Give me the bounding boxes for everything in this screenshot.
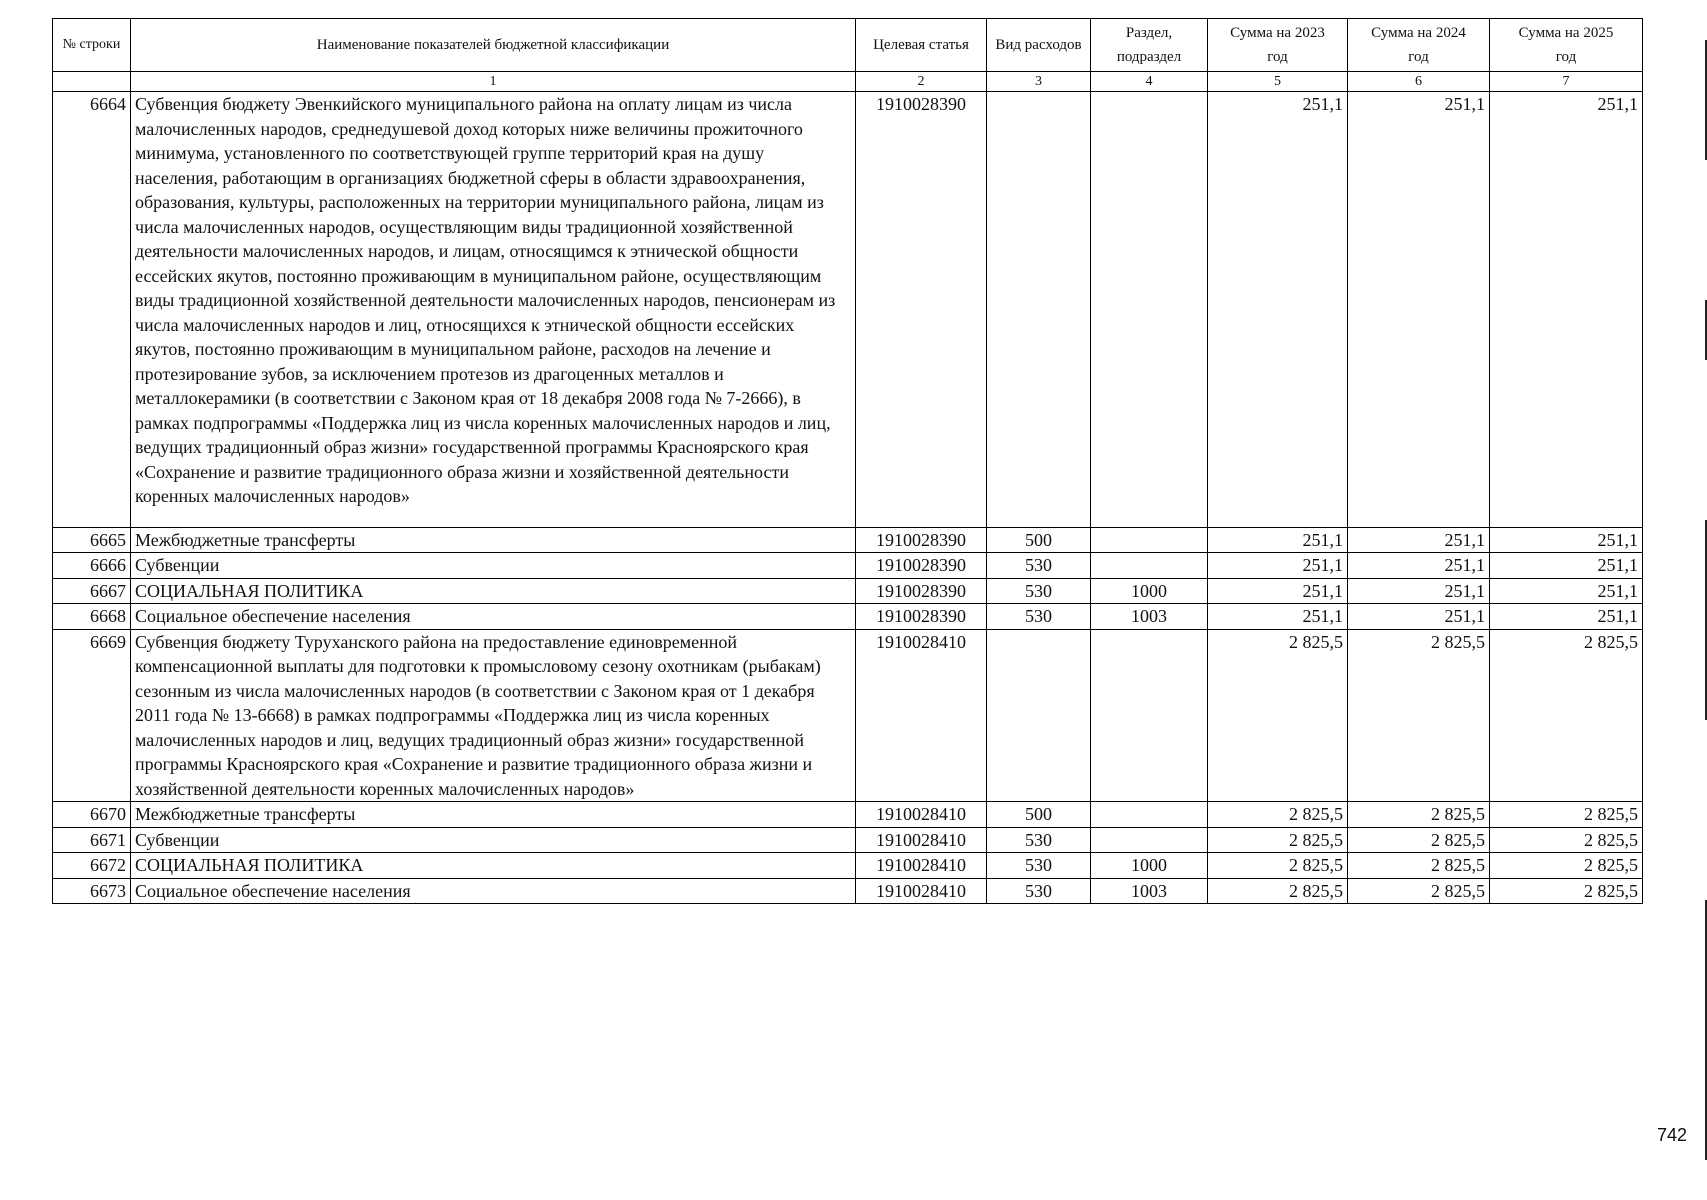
table-row	[53, 802, 1643, 828]
row-number: 6670	[53, 802, 131, 828]
row-name: Социальное обеспечение населения	[131, 878, 856, 904]
row-number: 6672	[53, 853, 131, 879]
row-sum-2024: 2 825,5	[1348, 853, 1490, 879]
column-number: 1	[131, 72, 856, 92]
row-sum-2023: 2 825,5	[1208, 629, 1348, 802]
row-sum-2024: 2 825,5	[1348, 629, 1490, 802]
column-number	[53, 72, 131, 92]
row-name: Субвенции	[131, 827, 856, 853]
row-sum-2025: 2 825,5	[1490, 878, 1643, 904]
column-number-row	[53, 72, 1643, 92]
table-row	[53, 827, 1643, 853]
row-expense-type: 530	[987, 878, 1091, 904]
row-sum-2024: 2 825,5	[1348, 802, 1490, 828]
row-target: 1910028410	[856, 827, 987, 853]
row-target: 1910028390	[856, 553, 987, 579]
row-target: 1910028390	[856, 527, 987, 553]
row-sum-2025: 251,1	[1490, 578, 1643, 604]
row-target: 1910028390	[856, 92, 987, 528]
table-row	[53, 578, 1643, 604]
row-expense-type: 530	[987, 578, 1091, 604]
row-sum-2023: 2 825,5	[1208, 853, 1348, 879]
row-number: 6664	[53, 92, 131, 528]
budget-table	[52, 18, 1643, 904]
row-sum-2025: 2 825,5	[1490, 827, 1643, 853]
row-expense-type: 530	[987, 604, 1091, 630]
row-name: Субвенция бюджету Эвенкийского муниципального района на оплату лицам из числа малочисленных народов, среднедушевой доход которых ниже величины прожиточного минимума, установленного по соответствующей группе территорий края на душу населения, работающим в организациях бюджетной сферы в области здравоохранения, образования, культуры, расположенных на территории муниципального района, лицам из числа малочисленных народов, осуществляющим виды традиционной хозяйственной деятельности малочисленных народов, и лицам, относящимся к этнической общности ессейских якутов, постоянно проживающим в муниципальном районе, осуществляющим виды традиционной хозяйственной деятельности малочисленных народов, пенсионерам из числа малочисленных народов и лиц, относящихся к этнической общности ессейских якутов, постоянно проживающим в муниципальном районе, расходов на лечение и протезирование зубов, за исключением протезов из драгоценных металлов и металлокерамики (в соответствии с Законом края от 18 декабря 2008 года № 7-2666), в рамках подпрограммы «Поддержка лиц из числа коренных малочисленных народов и лиц, ведущих традиционный образ жизни» государственной программы Красноярского края «Сохранение и развитие традиционного образа жизни и хозяйственной деятельности коренных малочисленных народов»	[131, 92, 856, 528]
row-section	[1091, 827, 1208, 853]
row-name: Субвенции	[131, 553, 856, 579]
row-sum-2025: 2 825,5	[1490, 802, 1643, 828]
row-number: 6673	[53, 878, 131, 904]
row-section: 1000	[1091, 853, 1208, 879]
row-expense-type: 500	[987, 527, 1091, 553]
header-row-no: № строки	[53, 19, 131, 72]
table-row	[53, 878, 1643, 904]
row-target: 1910028410	[856, 802, 987, 828]
row-sum-2024: 2 825,5	[1348, 878, 1490, 904]
row-expense-type	[987, 92, 1091, 528]
row-sum-2025: 251,1	[1490, 527, 1643, 553]
row-sum-2025: 251,1	[1490, 604, 1643, 630]
row-sum-2023: 251,1	[1208, 527, 1348, 553]
column-number: 4	[1091, 72, 1208, 92]
row-name: СОЦИАЛЬНАЯ ПОЛИТИКА	[131, 578, 856, 604]
column-number: 3	[987, 72, 1091, 92]
row-sum-2024: 251,1	[1348, 92, 1490, 528]
row-sum-2023: 2 825,5	[1208, 802, 1348, 828]
row-sum-2023: 2 825,5	[1208, 878, 1348, 904]
table-row	[53, 629, 1643, 802]
header-sum-2023: Сумма на 2023 год	[1208, 19, 1348, 72]
row-section: 1003	[1091, 604, 1208, 630]
row-expense-type: 530	[987, 827, 1091, 853]
row-sum-2024: 251,1	[1348, 578, 1490, 604]
row-name: СОЦИАЛЬНАЯ ПОЛИТИКА	[131, 853, 856, 879]
row-section	[1091, 629, 1208, 802]
row-section: 1000	[1091, 578, 1208, 604]
row-target: 1910028390	[856, 578, 987, 604]
row-name: Межбюджетные трансферты	[131, 527, 856, 553]
row-sum-2023: 251,1	[1208, 578, 1348, 604]
row-name: Субвенция бюджету Туруханского района на предоставление единовременной компенсационной выплаты для подготовки к промысловому сезону охотникам (рыбакам) сезонным из числа малочисленных народов (в соответствии с Законом края от 1 декабря 2011 года № 13-6668) в рамках подпрограммы «Поддержка лиц из числа коренных малочисленных народов и лиц, ведущих традиционный образ жизни» государственной программы Красноярского края «Сохранение и развитие традиционного образа жизни и хозяйственной деятельности коренных малочисленных народов»	[131, 629, 856, 802]
row-expense-type: 530	[987, 553, 1091, 579]
row-number: 6669	[53, 629, 131, 802]
row-section	[1091, 527, 1208, 553]
row-number: 6671	[53, 827, 131, 853]
column-number: 7	[1490, 72, 1643, 92]
page-number: 742	[1656, 1125, 1687, 1145]
row-sum-2024: 251,1	[1348, 527, 1490, 553]
row-sum-2025: 251,1	[1490, 92, 1643, 528]
row-expense-type: 530	[987, 853, 1091, 879]
row-number: 6668	[53, 604, 131, 630]
row-number: 6666	[53, 553, 131, 579]
header-sum-2024: Сумма на 2024 год	[1348, 19, 1490, 72]
table-row	[53, 604, 1643, 630]
row-sum-2023: 251,1	[1208, 92, 1348, 528]
header-sum-2025: Сумма на 2025 год	[1490, 19, 1643, 72]
row-sum-2025: 2 825,5	[1490, 629, 1643, 802]
row-sum-2025: 2 825,5	[1490, 853, 1643, 879]
row-section	[1091, 802, 1208, 828]
column-number: 6	[1348, 72, 1490, 92]
row-expense-type: 500	[987, 802, 1091, 828]
row-sum-2024: 251,1	[1348, 553, 1490, 579]
row-target: 1910028390	[856, 604, 987, 630]
row-number: 6667	[53, 578, 131, 604]
row-section	[1091, 92, 1208, 528]
row-name: Социальное обеспечение населения	[131, 604, 856, 630]
header-expense-type: Вид расходов	[987, 19, 1091, 72]
table-row	[53, 527, 1643, 553]
header-section: Раздел, подраздел	[1091, 19, 1208, 72]
row-sum-2023: 251,1	[1208, 553, 1348, 579]
column-number: 2	[856, 72, 987, 92]
header-target: Целевая статья	[856, 19, 987, 72]
table-header-row	[53, 19, 1643, 72]
column-number: 5	[1208, 72, 1348, 92]
row-sum-2024: 251,1	[1348, 604, 1490, 630]
row-sum-2025: 251,1	[1490, 553, 1643, 579]
row-sum-2024: 2 825,5	[1348, 827, 1490, 853]
row-sum-2023: 2 825,5	[1208, 827, 1348, 853]
table-row	[53, 92, 1643, 528]
table-row	[53, 853, 1643, 879]
row-target: 1910028410	[856, 878, 987, 904]
table-row	[53, 553, 1643, 579]
row-expense-type	[987, 629, 1091, 802]
row-sum-2023: 251,1	[1208, 604, 1348, 630]
row-section: 1003	[1091, 878, 1208, 904]
row-section	[1091, 553, 1208, 579]
row-name: Межбюджетные трансферты	[131, 802, 856, 828]
row-number: 6665	[53, 527, 131, 553]
header-name: Наименование показателей бюджетной классификации	[131, 19, 856, 72]
row-target: 1910028410	[856, 629, 987, 802]
row-target: 1910028410	[856, 853, 987, 879]
